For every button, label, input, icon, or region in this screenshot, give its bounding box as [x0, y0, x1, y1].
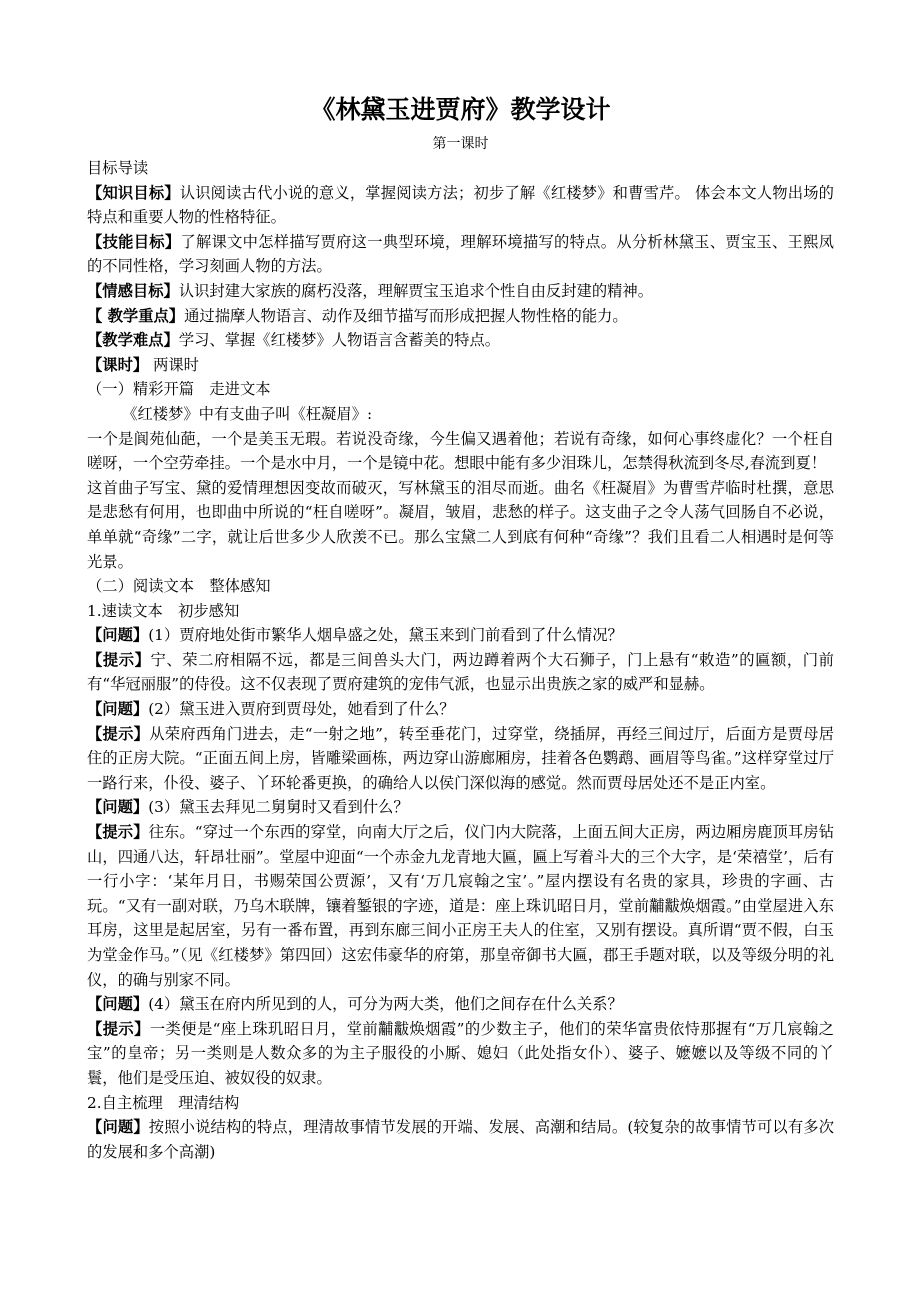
paragraph-text: 认识阅读古代小说的意义，掌握阅读方法；初步了解《红楼梦》和曹雪芹。 体会本文人物出场的特点和重要人物的性格特征。 — [87, 183, 834, 227]
paragraph-text: 按照小说结构的特点，理清故事情节发展的开端、发展、高潮和结局。(较复杂的故事情节可以有多次的发展和多个高潮) — [87, 1118, 834, 1161]
paragraph-text: 宁、荣二府相隔不远，都是三间兽头大门，两边蹲着两个大石狮子，门上悬有“敕造”的匾额，门前有“华冠丽服”的侍役。这不仅表现了贾府建筑的宠伟气派，也显示出贵族之家的威严和显赫。 — [87, 650, 834, 694]
paragraph — [87, 353, 834, 378]
lesson-subtitle: 第一课时 — [432, 136, 489, 152]
paragraph — [87, 279, 834, 304]
paragraph-text: 一个是阆苑仙葩，一个是美玉无瑕。若说没奇缘，今生偏又遇着他；若说有奇缘，如何心事终虚化？一个枉自嗟呀，一个空劳牵挂。一个是水中月，一个是镜中花。想眼中能有多少泪珠儿，怎禁得秋流到冬尽,春流到夏！ — [87, 429, 834, 473]
paragraph-text: 《红楼梦》中有支曲子叫《枉凝眉》: — [122, 404, 373, 423]
paragraph-text: 2.自主梳理 理清结构 — [87, 1093, 240, 1112]
section-tag: 【问题】 — [87, 626, 149, 645]
paragraph — [87, 795, 834, 820]
section-tag: 【提示】 — [87, 724, 150, 743]
section-tag: 【情感目标】 — [87, 281, 179, 300]
paragraph — [87, 697, 834, 722]
section-tag: 【技能目标】 — [87, 232, 181, 251]
section-tag: 【问题】 — [87, 798, 149, 817]
paragraph-text: 这首曲子写宝、黛的爱情理想因变故而破灭，写林黛玉的泪尽而逝。曲名《枉凝眉》为曹雪芹临时杜撰，意思是悲愁有何用，也即曲中所说的“枉自嗟呀”。凝眉，皱眉，悲愁的样子。这支曲子之令人荡气回肠自不必说，单单就“奇缘”二字，就让后世多少人欣羡不已。那么宝黛二人到底有何种“奇缘”？我们且看二人相遇时是何等光景。 — [87, 478, 834, 571]
paragraph — [87, 574, 834, 599]
paragraph-text: 1.速读文本 初步感知 — [87, 601, 240, 620]
section-tag: 【知识目标】 — [87, 183, 180, 202]
paragraph-text: 从荣府西角门进去，走“一射之地”，转至垂花门，过穿堂，绕插屏，再经三间过厅，后面方是贾母居住的正房大院。“正面五间上房，皆雕梁画栋，两边穿山游廊厢房，挂着各色鹦鹉、画眉等鸟雀。”这样穿堂过厅一路行来，仆役、婆子、丫环轮番更换，的确给人以侯门深似海的感觉。然而贾母居处还不是正内室。 — [87, 724, 834, 792]
paragraph — [87, 1091, 834, 1116]
paragraph — [87, 304, 834, 329]
paragraph — [87, 992, 834, 1017]
paragraph — [87, 623, 834, 648]
paragraph-text: (3）黛玉去拜见二舅舅时又看到什么？ — [148, 798, 409, 817]
section-tag: 【问题】 — [87, 1118, 149, 1137]
section-tag: 【问题】 — [87, 700, 149, 719]
paragraph-text: (1）贾府地处街市繁华人烟阜盛之处，黛玉来到门前看到了什么情况？ — [148, 626, 623, 645]
document-title: 《林黛玉进贾府》教学设计 — [310, 95, 611, 124]
paragraph-text: 学习、掌握《红楼梦》人物语言含蓄美的特点。 — [178, 331, 501, 350]
paragraph — [87, 722, 834, 796]
paragraph — [87, 328, 834, 353]
paragraph — [87, 156, 834, 181]
paragraph-text: 认识封建大家族的腐朽没落，理解贾宝玉追求个性自由反封建的精神。 — [178, 281, 654, 300]
paragraph-text: 往东。“穿过一个东西的穿堂，向南大厅之后，仪门内大院落，上面五间大正房，两边厢房鹿顶耳房钻山，四通八达，轩昂壮丽”。堂屋中迎面“一个赤金九龙青地大匾，匾上写着斗大的三个大字，是‘荣禧堂’，后有一行小字：‘某年月日，书赐荣国公贾源’，又有‘万几宸翰之宝’。”屋内摆设有名贵的家具，珍贵的字画、古玩。“又有一副对联，乃乌木联牌，镶着錾银的字迹，道是：座上珠讥昭日月，堂前黼黻焕烟霞。”由堂屋进入东耳房，这里是起居室，另有一番布置，再到东廊三间小正房王夫人的住室，又别有摆设。真所谓“贾不假，白玉为堂金作马。”（见《红楼梦》第四回）这宏伟豪华的府第，那皇帝御书大匾，郡王手题对联，以及等级分明的礼仪，的确与别家不同。 — [87, 823, 834, 989]
paragraph — [87, 181, 834, 230]
document-body — [87, 156, 834, 1164]
section-tag: 【课时】 — [87, 355, 149, 374]
paragraph — [87, 230, 834, 279]
paragraph — [87, 476, 834, 574]
section-tag: 【提示】 — [87, 650, 151, 669]
paragraph-text: 目标导读 — [87, 159, 149, 177]
section-tag: 【提示】 — [87, 1019, 150, 1038]
paragraph-text: (2）黛玉进入贾府到贾母处，她看到了什么？ — [148, 700, 455, 719]
paragraph-text: （一）精彩开篇 走进文本 — [87, 380, 271, 399]
paragraph-text: (4）黛玉在府内所见到的人，可分为两大类，他们之间存在什么关系？ — [148, 995, 623, 1014]
paragraph-text: 通过揣摩人物语言、动作及细节描写而形成把握人物性格的能力。 — [184, 306, 628, 325]
paragraph — [87, 377, 834, 402]
paragraph — [87, 648, 834, 697]
section-tag: 【提示】 — [87, 823, 149, 842]
paragraph-text: 两课时 — [148, 355, 199, 374]
section-tag: 【问题】 — [87, 995, 149, 1014]
paragraph — [87, 820, 834, 992]
paragraph-text: （二）阅读文本 整体感知 — [87, 577, 271, 596]
paragraph — [87, 599, 834, 624]
paragraph — [87, 1017, 834, 1091]
paragraph-text: 了解课文中怎样描写贾府这一典型环境，理解环境描写的特点。从分析林黛玉、贾宝玉、王熙凤的不同性格，学习刻画人物的方法。 — [87, 232, 834, 276]
section-tag: 【教学难点】 — [87, 331, 179, 350]
paragraph — [87, 1115, 834, 1164]
paragraph-text: 一类便是“座上珠玑昭日月，堂前黼黻焕烟霞”的少数主子，他们的荣华富贵依恃那握有“万几宸翰之宝”的皇帝；另一类则是人数众多的为主子服役的小厮、媳妇（此处指女仆）、婆子、嬷嬷以及等级不同的丫鬟，他们是受压迫、被奴役的奴隶。 — [87, 1019, 834, 1087]
section-tag: 【 教学重点】 — [87, 306, 185, 325]
paragraph — [87, 402, 834, 427]
paragraph — [87, 427, 834, 476]
